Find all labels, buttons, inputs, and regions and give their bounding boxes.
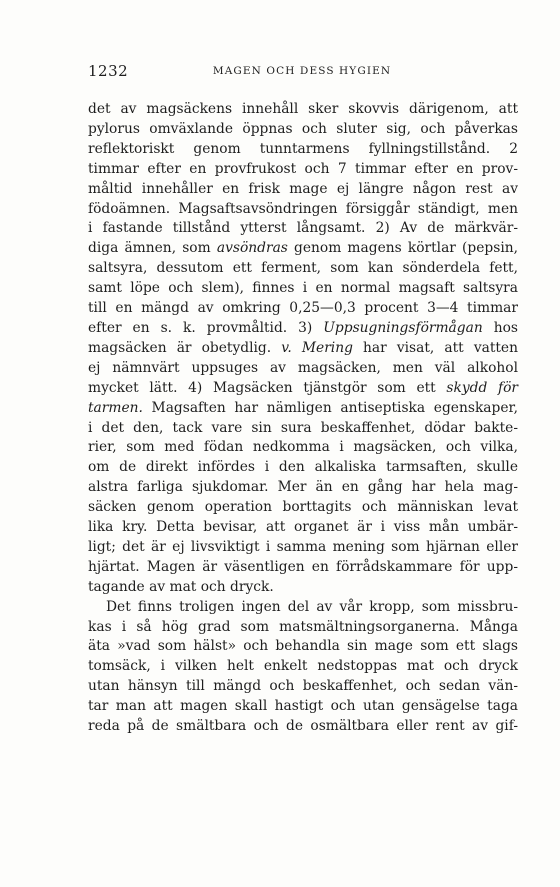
- text-line: pylorus omväxlande öppnas och sluter sig, och påverkas: [88, 120, 518, 137]
- text-line: i fastande tillstånd ytterst långsamt. 2) Av de märkvär-: [88, 220, 518, 237]
- text-line: diga ämnen, som avsöndras genom magens körtlar (pepsin,: [88, 240, 519, 257]
- text-line: alstra farliga sjukdomar. Mer än en gång har hela mag-: [88, 479, 518, 496]
- text-line: tagande av mat och dryck.: [88, 578, 274, 595]
- text-line: lika kry. Detta bevisar, att organet är i viss mån umbär-: [88, 519, 518, 536]
- text-line: tomsäck, i vilken helt enkelt nedstoppas mat och dryck: [88, 658, 518, 675]
- text-line: magsäcken är obetydlig. v. Mering har visat, att vatten: [88, 339, 518, 356]
- page-number: 1232: [88, 62, 129, 80]
- text-line: ligt; det är ej livsviktigt i samma mening som hjärnan eller: [88, 538, 518, 555]
- text-line: Det finns troligen ingen del av vår kropp, som missbru-: [106, 598, 518, 615]
- page-header: [88, 62, 516, 84]
- running-head: MAGEN OCH DESS HYGIEN: [212, 65, 392, 77]
- text-line: efter en s. k. provmåltid. 3) Uppsugningsförmågan hos: [88, 319, 518, 336]
- text-line: ej nämnvärt uppsuges av magsäcken, men väl alkohol: [88, 359, 518, 376]
- body-text: [88, 100, 518, 737]
- text-line: reflektoriskt genom tunntarmens fyllningstillstånd. 2: [88, 140, 518, 157]
- text-line: det av magsäckens innehåll sker skovvis därigenom, att: [88, 101, 518, 117]
- text-line: födoämnen. Magsaftsavsöndringen försiggår ständigt, men: [88, 200, 518, 217]
- text-line: säcken genom operation borttagits och människan levat: [88, 499, 518, 516]
- text-line: rier, som med födan nedkomma i magsäcken, och vilka,: [88, 439, 518, 456]
- text-line: tar man att magen skall hastigt och utan gensägelse taga: [88, 698, 518, 715]
- text-line: måltid innehåller en frisk mage ej längre någon rest av: [88, 180, 518, 197]
- text-line: utan hänsyn till mängd och beskaffenhet, och sedan vän-: [88, 678, 518, 695]
- paragraph-1: [88, 100, 518, 598]
- paragraph-2: [88, 598, 518, 737]
- text-line: äta »vad som hälst» och behandla sin mage som ett slags: [88, 638, 518, 655]
- text-line: till en mängd av omkring 0,25—0,3 procent 3—4 timmar: [88, 300, 518, 317]
- text-line: om de direkt infördes i den alkaliska tarmsaften, skulle: [88, 459, 518, 476]
- text-line: hjärtat. Magen är väsentligen en förrådskammare för upp-: [88, 558, 518, 575]
- text-line: mycket lätt. 4) Magsäcken tjänstgör som ett skydd för: [88, 379, 518, 396]
- text-line: samt löpe och slem), finnes i en normal magsaft saltsyra: [88, 280, 518, 297]
- text-line: saltsyra, dessutom ett ferment, som kan sönderdela fett,: [88, 260, 518, 277]
- text-line: kas i så hög grad som matsmältningsorganerna. Många: [88, 618, 518, 635]
- text-line: reda på de smältbara och de osmältbara eller rent av gif-: [88, 718, 518, 735]
- text-line: i det den, tack vare sin sura beskaffenhet, dödar bakte-: [88, 419, 518, 436]
- text-line: tarmen. Magsaften har nämligen antiseptiska egenskaper,: [88, 399, 518, 416]
- text-line: timmar efter en provfrukost och 7 timmar efter en prov-: [88, 160, 518, 177]
